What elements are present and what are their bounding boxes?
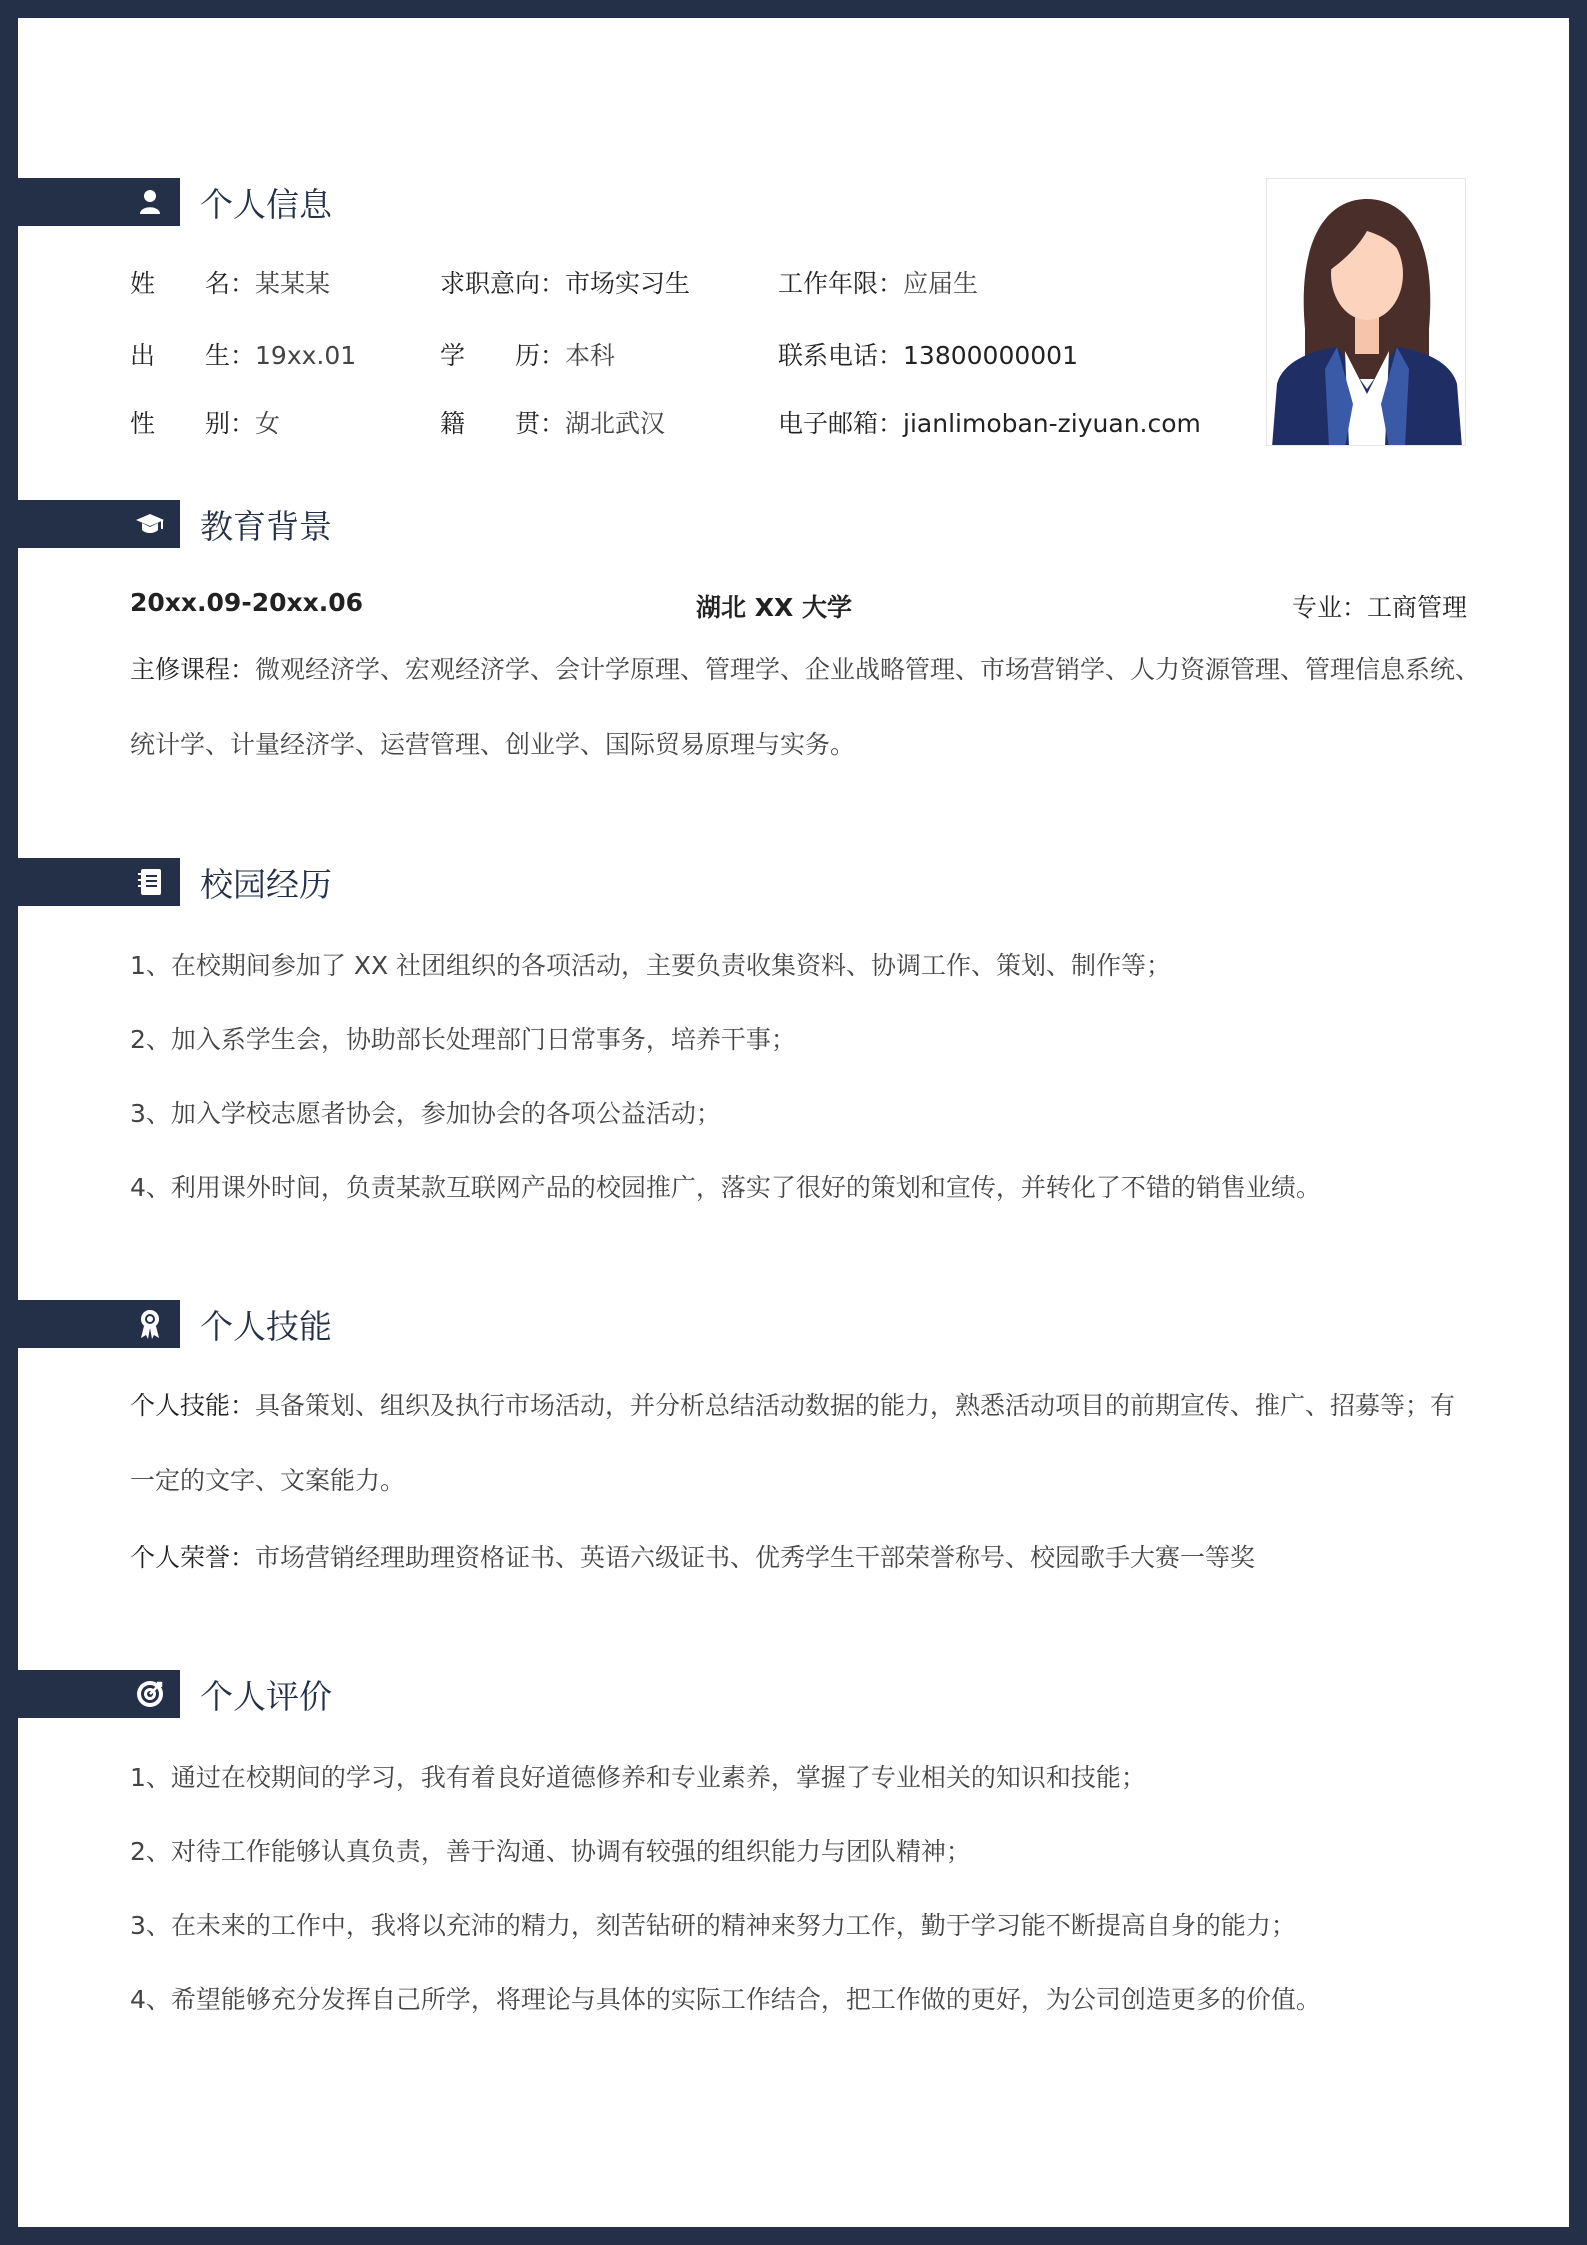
degree-field: 学 历：本科 <box>440 341 616 370</box>
skills-description: 个人技能：具备策划、组织及执行市场活动，并分析总结活动数据的能力，熟悉活动项目的前期宣传、推广、招募等；有一定的文字、文案能力。 <box>130 1391 1456 1495</box>
target-icon <box>134 1678 166 1710</box>
honors-description: 个人荣誉：市场营销经理助理资格证书、英语六级证书、优秀学生干部荣誉称号、校园歌手大赛一等奖 <box>130 1543 1256 1572</box>
section-header-personal <box>18 178 332 226</box>
education-period: 20xx.09-20xx.06 <box>130 588 364 617</box>
campus-item: 4、利用课外时间，负责某款互联网产品的校园推广，落实了很好的策划和宣传，并转化了不错的销售业绩。 <box>130 1173 1321 1202</box>
graduation-cap-icon <box>134 508 166 540</box>
section-header-skills <box>18 1300 332 1348</box>
education-courses: 主修课程：微观经济学、宏观经济学、会计学原理、管理学、企业战略管理、市场营销学、人力资源管理、管理信息系统、统计学、计量经济学、运营管理、创业学、国际贸易原理与实务。 <box>130 655 1481 759</box>
section-title-skills: 个人技能 <box>200 1306 332 1346</box>
gender-field: 性 别：女 <box>130 409 281 438</box>
education-school: 湖北 XX 大学 <box>696 593 852 622</box>
campus-item: 3、加入学校志愿者协会，参加协会的各项公益活动； <box>130 1099 721 1128</box>
section-title-campus: 校园经历 <box>200 864 332 904</box>
evaluation-item: 2、对待工作能够认真负责，善于沟通、协调有较强的组织能力与团队精神； <box>130 1837 971 1866</box>
campus-item: 2、加入系学生会，协助部长处理部门日常事务，培养干事； <box>130 1025 796 1054</box>
birth-field: 出 生：19xx.01 <box>130 341 357 370</box>
section-header-education <box>18 500 332 548</box>
section-bar <box>18 1300 180 1348</box>
section-title-education: 教育背景 <box>200 506 332 546</box>
section-title-personal: 个人信息 <box>200 184 332 224</box>
evaluation-item: 3、在未来的工作中，我将以充沛的精力，刻苦钻研的精神来努力工作，勤于学习能不断提高自身的能力； <box>130 1911 1296 1940</box>
section-bar <box>18 858 180 906</box>
education-major: 专业：工商管理 <box>1291 593 1467 622</box>
profile-photo <box>1266 178 1466 446</box>
phone-field: 联系电话：13800000001 <box>778 341 1078 370</box>
section-title-evaluation: 个人评价 <box>200 1676 332 1716</box>
section-bar <box>18 178 180 226</box>
origin-field: 籍 贯：湖北武汉 <box>440 409 666 438</box>
notebook-icon <box>134 866 166 898</box>
resume-page <box>18 18 1569 2227</box>
email-field: 电子邮箱：jianlimoban-ziyuan.com <box>778 409 1201 438</box>
section-header-evaluation <box>18 1670 332 1718</box>
intent-field: 求职意向：市场实习生 <box>440 269 691 298</box>
avatar-illustration <box>1267 179 1466 446</box>
section-header-campus <box>18 858 332 906</box>
name-field: 姓 名：某某某 <box>130 269 331 298</box>
evaluation-item: 4、希望能够充分发挥自己所学，将理论与具体的实际工作结合，把工作做的更好，为公司创造更多的价值。 <box>130 1985 1321 2014</box>
section-bar <box>18 1670 180 1718</box>
award-ribbon-icon <box>134 1308 166 1340</box>
years-field: 工作年限：应届生 <box>778 269 979 298</box>
section-bar <box>18 500 180 548</box>
evaluation-item: 1、通过在校期间的学习，我有着良好道德修养和专业素养，掌握了专业相关的知识和技能； <box>130 1763 1146 1792</box>
campus-item: 1、在校期间参加了 XX 社团组织的各项活动，主要负责收集资料、协调工作、策划、制作等； <box>130 951 1172 980</box>
person-icon <box>134 186 166 218</box>
